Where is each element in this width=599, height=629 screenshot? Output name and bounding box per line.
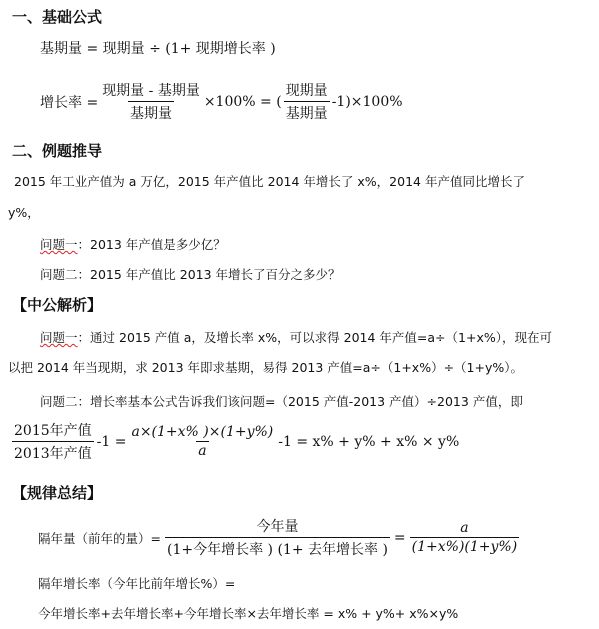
answer-1-label: 问题一	[40, 330, 78, 345]
answer-1-line-1	[40, 328, 552, 346]
year-before-last-fraction	[165, 516, 390, 559]
fraction-numerator: a×(1+x% )×(1+y%)	[131, 424, 274, 440]
fraction-denominator: 2013年产值	[12, 441, 94, 463]
formula-tail: -1)×100%	[331, 93, 403, 110]
formula-base-period: 基期量 = 现期量 ÷ (1+ 现期增长率 )	[40, 41, 276, 57]
answer-1-text: ：通过 2015 产值 a，及增长率 x%，可以求得 2014 年产值=a÷（1+x%），现在可	[77, 330, 552, 345]
question-1-label: 问题一	[40, 237, 78, 252]
growth-rate-fraction	[100, 80, 202, 123]
formula-result: -1 = x% + y% + x% × y%	[278, 433, 460, 450]
summary-heading: 【规律总结】	[12, 484, 103, 502]
ratio-fraction	[284, 80, 330, 123]
question-1	[40, 235, 226, 253]
fraction-numerator: a	[460, 520, 469, 536]
year-before-last-label: 隔年量（前年的量）=	[38, 530, 161, 546]
expanded-fraction	[129, 424, 275, 459]
fraction-denominator: a	[198, 443, 207, 459]
question-1-text: ：2013 年产值是多少亿？	[77, 237, 226, 252]
ratio-2015-2013-fraction	[12, 420, 94, 463]
section-heading-basic-formulas: 一、基础公式	[12, 8, 103, 26]
formula-middle: ×100% = (	[203, 93, 282, 110]
analysis-heading: 【中公解析】	[12, 296, 103, 314]
fraction-numerator: 2015年产值	[14, 423, 92, 439]
fraction-numerator: 现期量	[285, 83, 328, 99]
year-before-last-growth-label: 隔年增长率（今年比前年增长%）=	[38, 576, 236, 591]
fraction-denominator: 基期量	[128, 101, 174, 123]
fraction-numerator: 今年量	[256, 519, 299, 535]
growth-rate-label: 增长率 =	[40, 94, 99, 111]
fraction-denominator: (1+今年增长率 ) (1+ 去年增长率 )	[165, 537, 390, 559]
answer-2-text: 问题二：增长率基本公式告诉我们该问题=（2015 产值-2013 产值）÷2013 产值，即	[40, 394, 523, 409]
equals-sign: =	[393, 529, 406, 546]
fraction-denominator: (1+x%)(1+y%)	[411, 539, 518, 555]
formula-minus-one: -1 =	[96, 433, 127, 450]
section-heading-example: 二、例题推导	[12, 142, 103, 160]
question-2: 问题二：2015 年产值比 2013 年增长了百分之多少？	[40, 267, 341, 282]
formula-two-year-growth	[12, 420, 459, 463]
formula-growth-rate	[40, 80, 403, 123]
year-before-last-growth-formula: 今年增长率+去年增长率+今年增长率×去年增长率 = x% + y%+ x%×y%	[38, 606, 459, 621]
example-paragraph-line-2: y%，	[8, 205, 40, 220]
fraction-denominator: 基期量	[284, 101, 330, 123]
fraction-numerator: 现期量 - 基期量	[102, 83, 200, 99]
formula-year-before-last	[38, 516, 519, 559]
example-paragraph-line-1: 2015 年工业产值为 a 万亿，2015 年产值比 2014 年增长了 x%，2014 年产值同比增长了	[14, 174, 525, 189]
year-before-last-fraction-symbolic	[410, 520, 520, 555]
answer-1-line-2: 以把 2014 年当现期，求 2013 年即求基期，易得 2013 产值=a÷（1+x%）÷（1+y%）。	[8, 360, 524, 375]
